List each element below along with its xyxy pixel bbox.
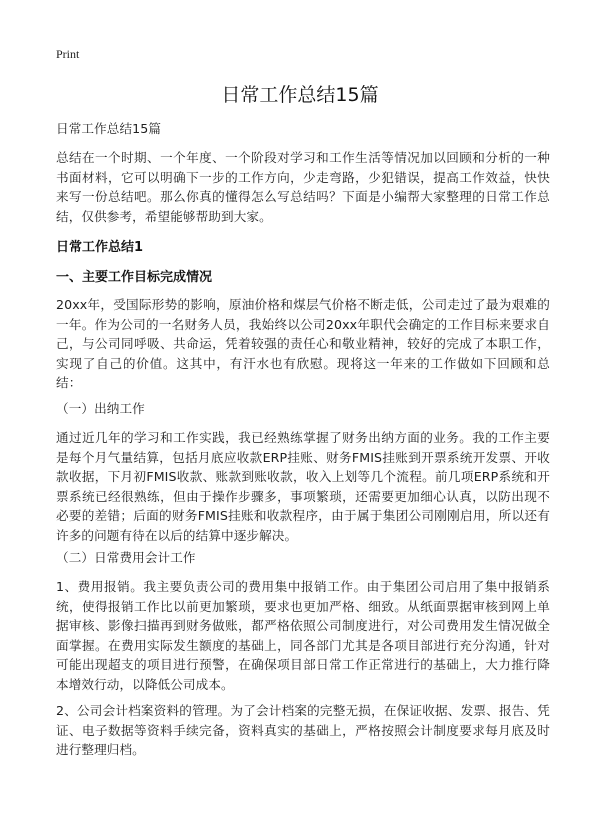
subheading-cashier: （一）出纳工作 [56,401,145,416]
subheading-daily-expenses: （二）日常费用会计工作 [56,550,196,565]
section-heading: 日常工作总结1 [56,240,144,255]
paragraph-overview: 20xx年，受国际形势的影响，原油价格和煤层气价格不断走低，公司走过了最为艰难的一年。作为公司的一名财务人员，我始终以公司20xx年职代会确定的工作目标来要求自己，与公司同呼吸、共命运，凭着较强的责任心和敬业精神，较好的完成了本职工作，实现了自己的价值。这其中，有汗水也有欣慰。现将这一年来的工作做如下回顾和总结： [56,297,550,390]
print-link[interactable]: Print [56,47,80,61]
subheading-goals: 一、主要工作目标完成情况 [56,270,213,285]
document-title: 日常工作总结15篇 [221,84,379,106]
document-subtitle: 日常工作总结15篇 [56,121,162,136]
paragraph-cashier: 通过近几年的学习和工作实践，我已经熟练掌握了财务出纳方面的业务。我的工作主要是每个月气量结算，包括月底应收款ERP挂账、财务FMIS挂账到开票系统开发票、开收款收据，下月初FMIS收款、账款到账收款，收入上划等几个流程。前几项ERP系统和开票系统已经很熟练，但由于操作步骤多，事项繁琐，还需要更加细心认真，以防出现不必要的差错；后面的财务FMIS挂账和收款程序，由于属于集团公司刚刚启用，所以还有许多的问题有待在以后的结算中逐步解决。 [56,430,550,543]
intro-paragraph: 总结在一个时期、一个年度、一个阶段对学习和工作生活等情况加以回顾和分析的一种书面材料，它可以明确下一步的工作方向，少走弯路，少犯错误，提高工作效益，快快来写一份总结吧。那么你真的懂得怎么写总结吗？下面是小编帮大家整理的日常工作总结，仅供参考，希望能够帮助到大家。 [56,150,550,224]
paragraph-archive-management: 2、公司会计档案资料的管理。为了会计档案的完整无损，在保证收据、发票、报告、凭证、电子数据等资料手续完备，资料真实的基础上，严格按照会计制度要求每月底及时进行整理归档。 [56,703,550,757]
paragraph-expense-reimbursement: 1、费用报销。我主要负责公司的费用集中报销工作。由于集团公司启用了集中报销系统，使得报销工作比以前更加繁琐，要求也更加严格、细致。从纸面票据审核到网上单据审核、影像扫描再到财务做账，都严格依照公司制度进行，对公司费用发生情况做全面掌握。在费用实际发生额度的基础上，同各部门尤其是各项目部进行充分沟通，针对可能出现超支的项目进行预警，在确保项目部日常工作正常进行的基础上，大力推行降本增效行动，以降低公司成本。 [56,579,550,692]
